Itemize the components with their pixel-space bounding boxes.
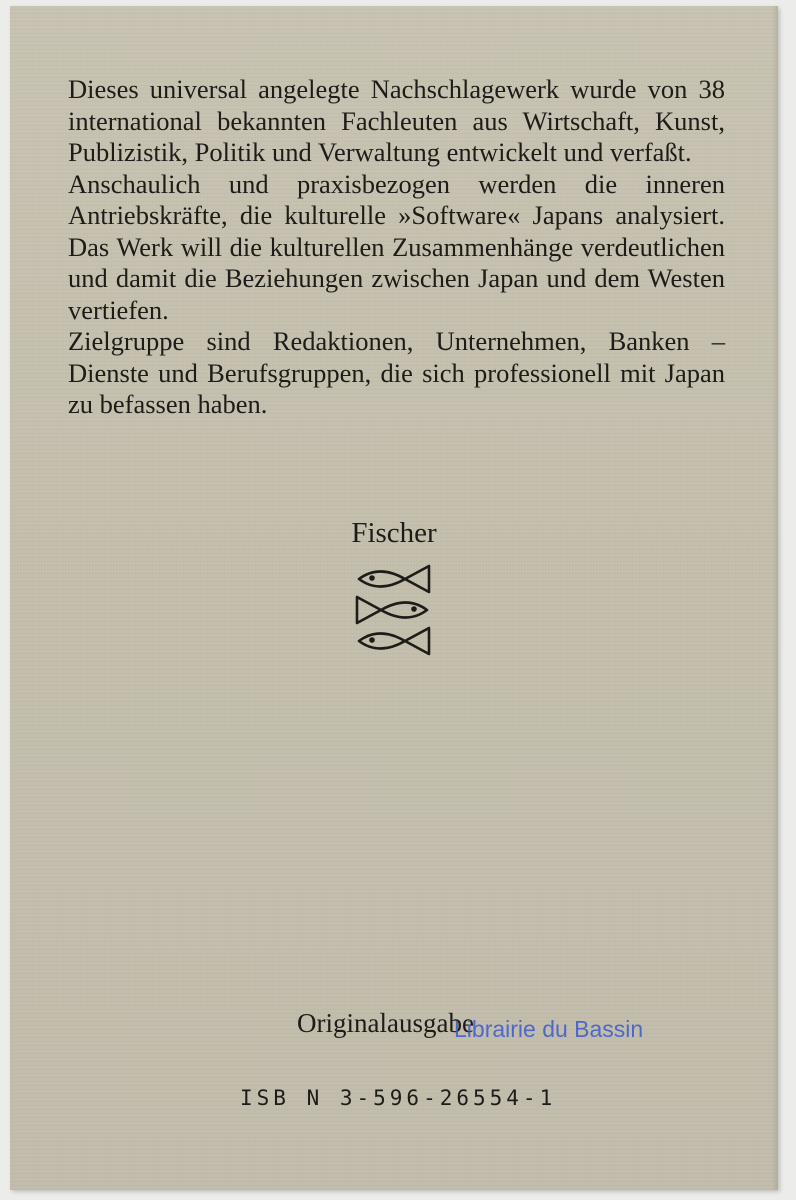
fish-bottom xyxy=(359,634,405,649)
edition-label: Originalausgabe xyxy=(297,1008,474,1038)
book-back-cover xyxy=(10,6,778,1190)
isbn-number: ISB N 3-596-26554-1 xyxy=(240,1086,557,1110)
fish-bottom-eye xyxy=(369,637,375,643)
fish-middle xyxy=(381,603,427,618)
three-fish-logo-icon xyxy=(353,560,433,660)
fish-top xyxy=(359,572,405,587)
blurb-paragraph-1: Dieses universal angelegte Nachschlagewerk wurde von 38 international bekannten Fachleuten aus Wirtschaft, Kunst, Publizistik, Politik und Verwaltung entwickelt und verfaßt. xyxy=(68,74,725,167)
fish-top-tail xyxy=(405,566,429,592)
fish-middle-eye xyxy=(411,606,417,612)
cover-blurb xyxy=(68,74,725,421)
blurb-paragraph-3: Zielgruppe sind Redaktionen, Unternehmen, Banken – Dienste und Berufsgruppen, die sich professionell mit Japan zu befassen haben. xyxy=(68,326,725,419)
fish-bottom-tail xyxy=(405,628,429,654)
blurb-paragraph-2: Anschaulich und praxisbezogen werden die inneren Antriebskräfte, die kulturelle »Software« Japans analysiert. Das Werk will die kulturellen Zusammenhänge verdeutlichen und damit die Beziehungen zwischen Japan und dem Westen vertiefen. xyxy=(68,168,725,325)
fish-top-eye xyxy=(369,575,375,581)
publisher-name: Fischer xyxy=(351,517,437,549)
cover-edge-shadow xyxy=(772,6,778,1190)
seller-watermark: Librairie du Bassin xyxy=(454,1016,644,1042)
fish-middle-tail xyxy=(357,597,381,623)
